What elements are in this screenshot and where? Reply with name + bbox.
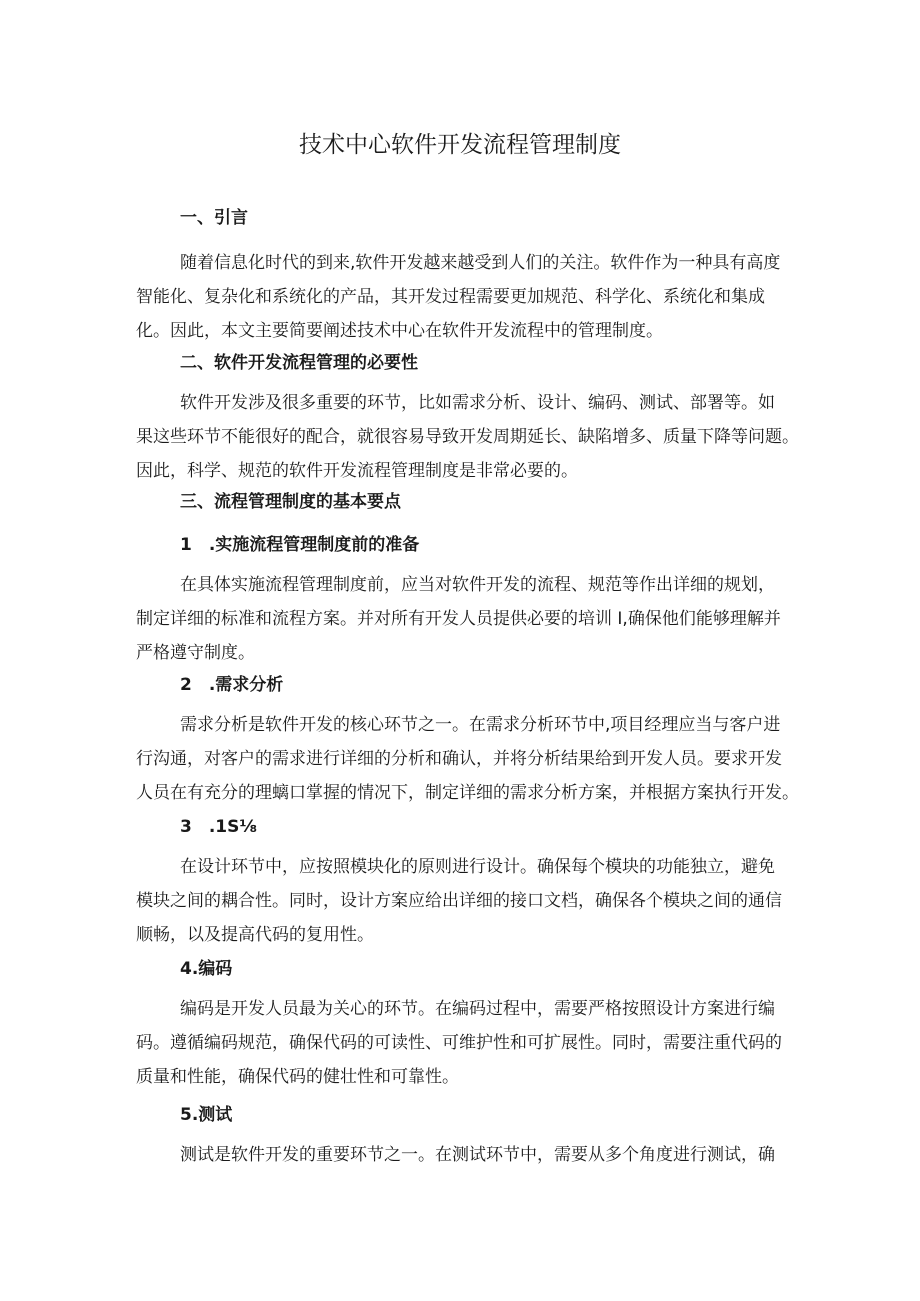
subsection-heading-requirements: 2 .需求分析	[180, 675, 284, 695]
subsection-heading-design: 3 .1S⅛	[180, 817, 257, 837]
paragraph-line: 果这些环节不能很好的配合，就很容易导致开发周期延长、缺陷增多、质量下降等问题。	[136, 427, 799, 447]
paragraph-line: 码。遵循编码规范，确保代码的可读性、可维护性和可扩展性。同时，需要注重代码的	[136, 1033, 782, 1053]
paragraph-line: 制定详细的标准和流程方案。并对所有开发人员提供必要的培训 I,确保他们能够理解并	[136, 609, 781, 629]
paragraph-line: 质量和性能，确保代码的健壮性和可靠性。	[136, 1067, 459, 1087]
section-heading-introduction: 一、引言	[180, 208, 248, 228]
paragraph-line: 因此，科学、规范的软件开发流程管理制度是非常必要的。	[136, 461, 578, 481]
paragraph-line: 在具体实施流程管理制度前，应当对软件开发的流程、规范等作出详细的规划，	[180, 575, 775, 595]
paragraph-introduction	[136, 246, 786, 348]
paragraph-requirements	[136, 708, 799, 810]
subsection-heading-testing: 5.测试	[180, 1105, 233, 1125]
paragraph-line: 人员在有充分的理螭口掌握的情况下，制定详细的需求分析方案，并根据方案执行开发。	[136, 783, 799, 803]
section-heading-necessity: 二、软件开发流程管理的必要性	[180, 353, 418, 373]
paragraph-line: 严格遵守制度。	[136, 643, 255, 663]
paragraph-line: 编码是开发人员最为关心的环节。在编码过程中，需要严格按照设计方案进行编	[180, 999, 775, 1019]
paragraph-line: 顺畅，以及提高代码的复用性。	[136, 925, 374, 945]
document-title: 技术中心软件开发流程管理制度	[299, 132, 621, 158]
subsection-heading-coding: 4.编码	[180, 959, 233, 979]
paragraph-line: 软件开发涉及很多重要的环节，比如需求分析、设计、编码、测试、部署等。如	[180, 393, 775, 413]
paragraph-testing	[136, 1138, 786, 1172]
section-heading-key-points: 三、流程管理制度的基本要点	[180, 492, 401, 512]
paragraph-line: 化。因此，本文主要简要阐述技术中心在软件开发流程中的管理制度。	[136, 321, 663, 341]
paragraph-preparation	[136, 568, 786, 670]
paragraph-line: 随着信息化时代的到来,软件开发越来越受到人们的关注。软件作为一种具有高度	[180, 253, 781, 273]
paragraph-line: 行沟通，对客户的需求进行详细的分析和确认，并将分析结果给到开发人员。要求开发	[136, 749, 782, 769]
paragraph-line: 在设计环节中，应按照模块化的原则进行设计。确保每个模块的功能独立，避免	[180, 857, 775, 877]
paragraph-line: 模块之间的耦合性。同时，设计方案应给出详细的接口文档，确保各个模块之间的通信	[136, 891, 782, 911]
paragraph-design	[136, 850, 786, 952]
paragraph-necessity	[136, 386, 799, 488]
paragraph-coding	[136, 992, 786, 1094]
paragraph-line: 需求分析是软件开发的核心环节之一。在需求分析环节中,项目经理应当与客户进	[180, 715, 781, 735]
subsection-heading-preparation: 1 .实施流程管理制度前的准备	[180, 535, 420, 555]
paragraph-line: 测试是软件开发的重要环节之一。在测试环节中，需要从多个角度进行测试，确	[180, 1145, 775, 1165]
paragraph-line: 智能化、复杂化和系统化的产品，其开发过程需要更加规范、科学化、系统化和集成	[136, 287, 765, 307]
